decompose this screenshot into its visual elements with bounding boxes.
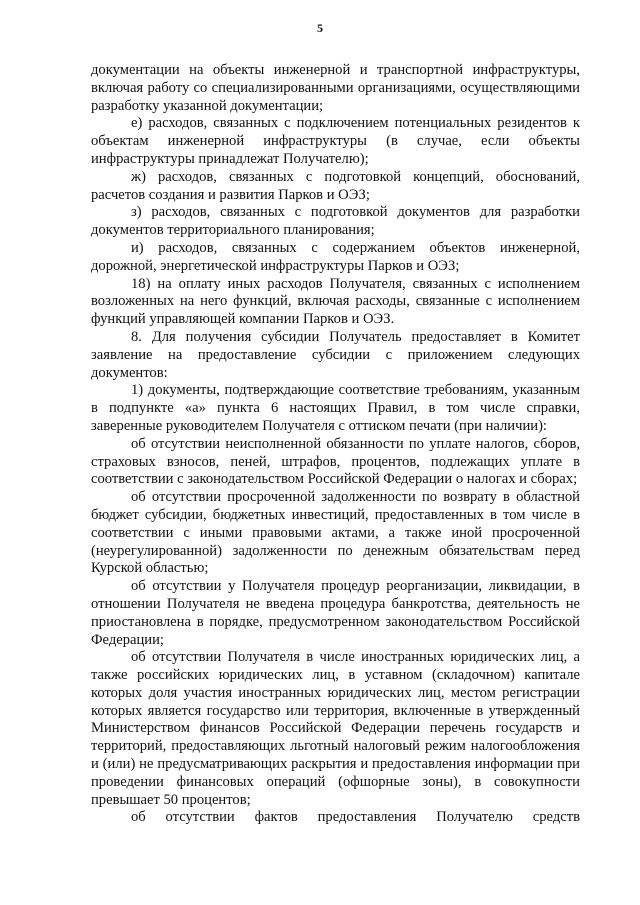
paragraph-item-z: з) расходов, связанных с подготовкой документов для разработки документов территориального планирования;	[91, 204, 580, 239]
paragraph-item-i: и) расходов, связанных с содержанием объектов инженерной, дорожной, энергетической инфраструктуры Парков и ОЭЗ;	[91, 239, 580, 274]
paragraph-item-e: е) расходов, связанных с подключением потенциальных резидентов к объектам инженерной инфраструктуры (в случае, если объекты инфраструктуры принадлежат Получателю);	[91, 115, 580, 167]
paragraph-funds: об отсутствии фактов предоставления Получателю средств	[131, 809, 580, 826]
paragraph-overdue-debt: об отсутствии просроченной задолженности по возврату в областной бюджет субсидии, бюджетных инвестиций, предоставленных в том числе в соответствии с иными правовыми актами, а также иной просроченной (неурегулированной) задолженности по денежным обязательствам перед Курской областью;	[91, 489, 580, 577]
paragraph-section-8: 8. Для получения субсидии Получатель предоставляет в Комитет заявление на предоставление субсидии с приложением следующих документов:	[91, 328, 580, 381]
paragraph-item-18: 18) на оплату иных расходов Получателя, связанных с исполнением возложенных на него функций, включая расходы, связанные с исполнением функций управляющей компании Парков и ОЭЗ.	[91, 275, 580, 328]
page-number: 5	[317, 21, 323, 35]
paragraph-item-zh: ж) расходов, связанных с подготовкой концепций, обоснований, расчетов создания и развития Парков и ОЭЗ;	[91, 168, 580, 203]
paragraph-foreign-entities: об отсутствии Получателя в числе иностранных юридических лиц, а также российских юридических лиц, в уставном (складочном) капитале которых доля участия иностранных юридических лиц, местом регистрации которых является государство или территория, включенные в утвержденный Министерством финансов Российской Федерации перечень государств и территорий, предоставляющих льготный налоговый режим налогообложения и (или) не предусматривающих раскрытия и предоставления информации при проведении финансовых операций (офшорные зоны), в совокупности превышает 50 процентов;	[91, 649, 580, 808]
paragraph-subitem-1: 1) документы, подтверждающие соответствие требованиям, указанным в подпункте «а» пункта 6 настоящих Правил, в том числе справки, заверенные руководителем Получателя с оттиском печати (при наличии):	[91, 382, 580, 434]
paragraph-continuation: документации на объекты инженерной и транспортной инфраструктуры, включая работу со специализированными организациями, осуществляющими разработку указанной документации;	[91, 62, 580, 114]
paragraph-reorganization: об отсутствии у Получателя процедур реорганизации, ликвидации, в отношении Получателя не введена процедура банкротства, деятельность не приостановлена в порядке, предусмотренном законодательством Российской Федерации;	[91, 578, 580, 648]
paragraph-taxes: об отсутствии неисполненной обязанности по уплате налогов, сборов, страховых взносов, пеней, штрафов, процентов, подлежащих уплате в соответствии с законодательством Российской Федерации о налогах и сборах;	[91, 435, 580, 488]
document-body	[91, 62, 580, 827]
